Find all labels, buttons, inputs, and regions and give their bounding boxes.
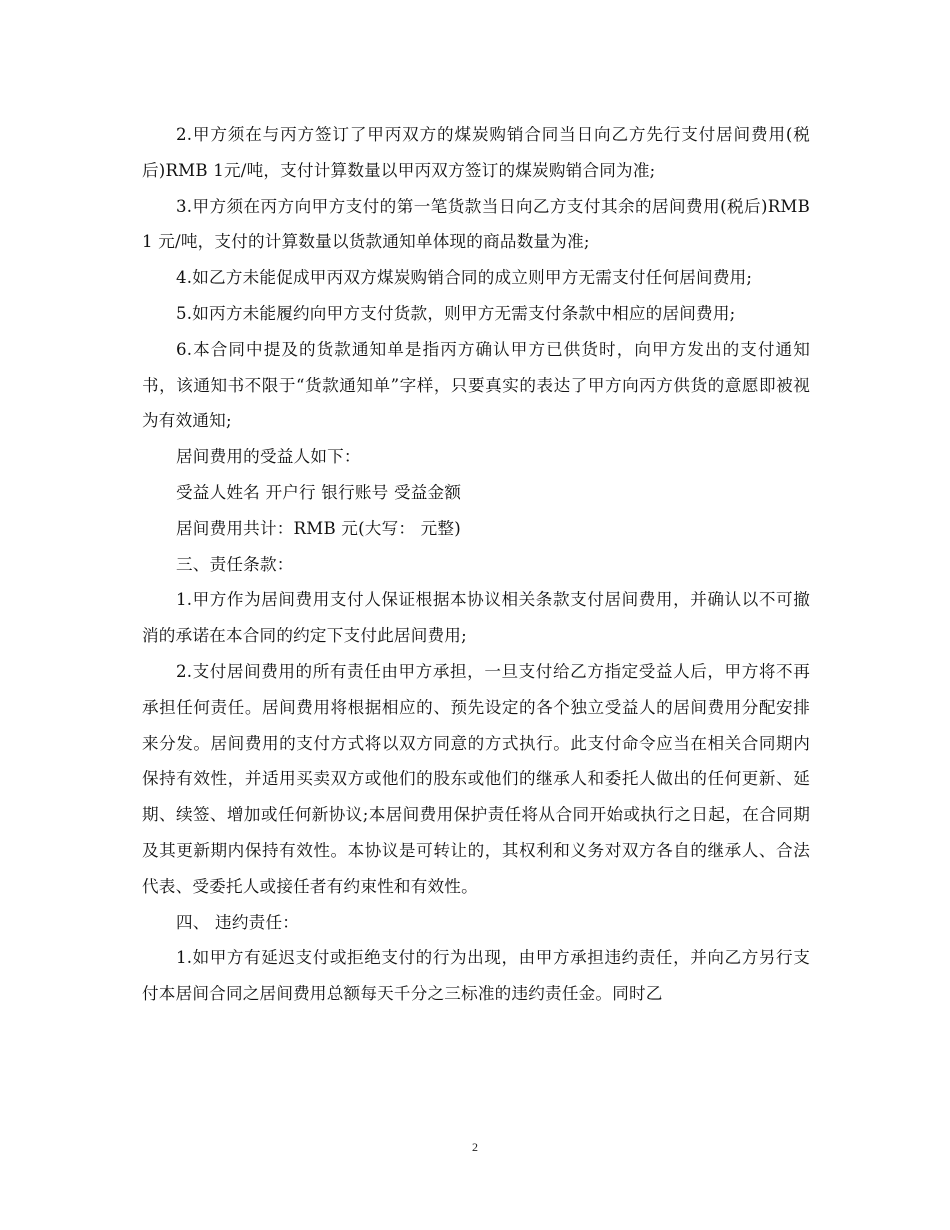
paragraph-breach-clause-1: 1.如甲方有延迟支付或拒绝支付的行为出现，由甲方承担违约责任，并向乙方另行支付本居间合同之居间费用总额每天千分之三标准的违约责任金。同时乙 — [142, 948, 810, 1004]
paragraph-payment-clause-4: 4.如乙方未能促成甲丙双方煤炭购销合同的成立则甲方无需支付任何居间费用; — [176, 268, 753, 288]
paragraph-payment-clause-3: 3.甲方须在丙方向甲方支付的第一笔货款当日向乙方支付其余的居间费用(税后)RMB 1 元/吨，支付的计算数量以货款通知单体现的商品数量为准; — [142, 196, 810, 252]
paragraph-fee-total: 居间费用共计：RMB 元(大写： 元整) — [176, 518, 461, 538]
paragraph-responsibility-clause-2: 2.支付居间费用的所有责任由甲方承担，一旦支付给乙方指定受益人后，甲方将不再承担任何责任。居间费用将根据相应的、预先设定的各个独立受益人的居间费用分配安排来分发。居间费用的支付方式将以双方同意的方式执行。此支付命令应当在相关合同期内保持有效性，并适用买卖双方或他们的股东或他们的继承人和委托人做出的任何更新、延期、续签、增加或任何新协议;本居间费用保护责任将从合同开始或执行之日起，在合同期及其更新期内保持有效性。本协议是可转让的，其权利和义务对双方各自的继承人、合法代表、受委托人或接任者有约束性和有效性。 — [142, 661, 810, 896]
page-number: 2 — [472, 1140, 478, 1154]
section-heading-breach: 四、 违约责任： — [176, 912, 300, 932]
paragraph-payment-clause-5: 5.如丙方未能履约向甲方支付货款，则甲方无需支付条款中相应的居间费用; — [176, 303, 736, 323]
paragraph-payment-clause-6: 6.本合同中提及的货款通知单是指丙方确认甲方已供货时，向甲方发出的支付通知书，该通知书不限于“货款通知单”字样，只要真实的表达了甲方向丙方供货的意愿即被视为有效通知; — [142, 339, 810, 431]
document-body — [142, 117, 810, 1012]
paragraph-beneficiary-fields: 受益人姓名 开户行 银行账号 受益金额 — [176, 482, 462, 502]
section-heading-responsibility: 三、责任条款： — [176, 554, 294, 574]
paragraph-responsibility-clause-1: 1.甲方作为居间费用支付人保证根据本协议相关条款支付居间费用，并确认以不可撤消的承诺在本合同的约定下支付此居间费用; — [142, 590, 810, 646]
paragraph-payment-clause-2: 2.甲方须在与丙方签订了甲丙双方的煤炭购销合同当日向乙方先行支付居间费用(税后)RMB 1元/吨，支付计算数量以甲丙双方签订的煤炭购销合同为准; — [142, 125, 810, 180]
paragraph-beneficiary-intro: 居间费用的受益人如下： — [176, 447, 361, 467]
